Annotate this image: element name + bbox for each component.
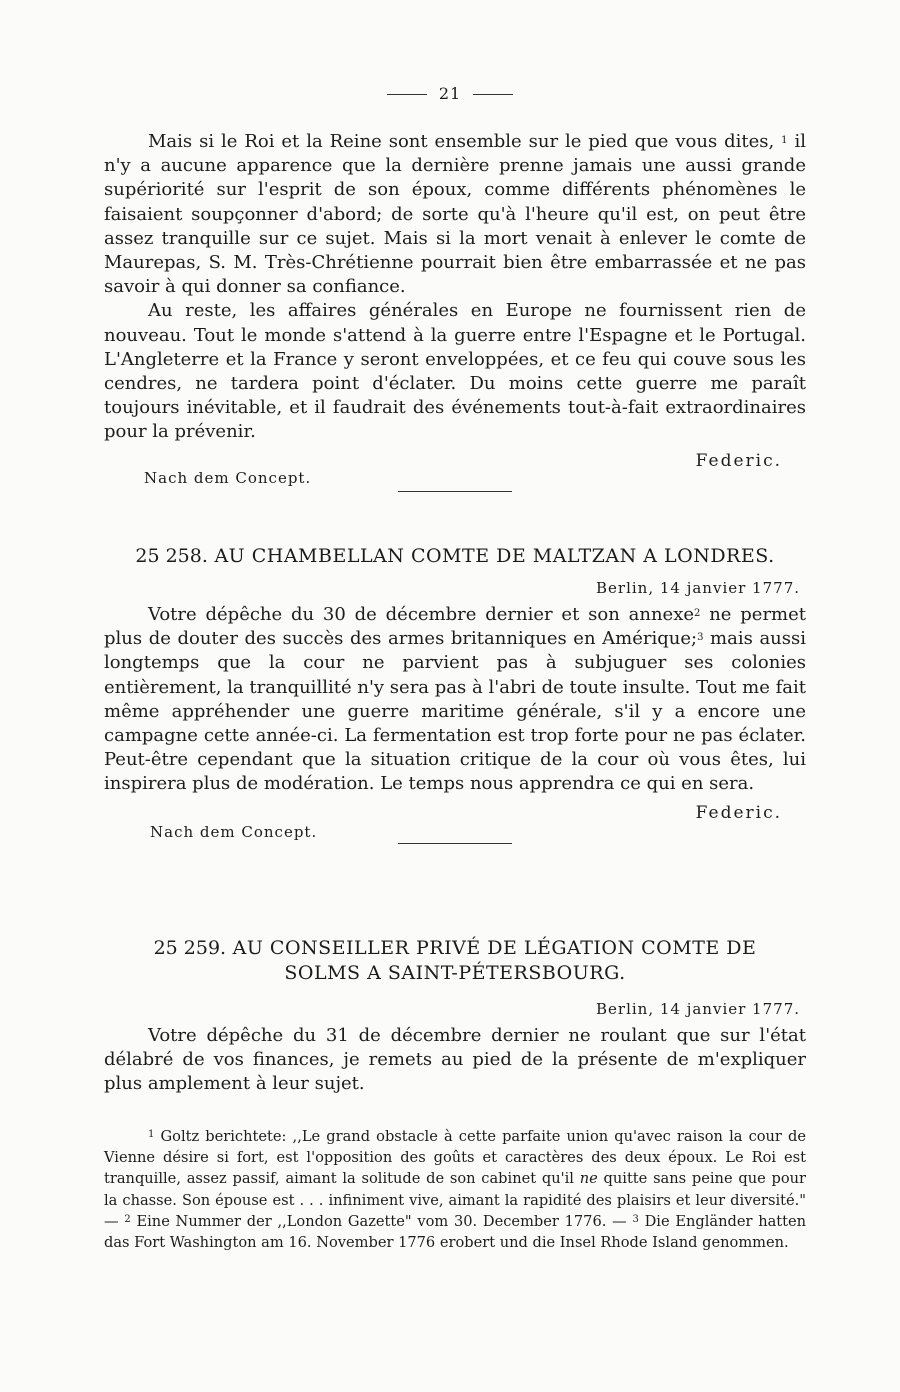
letter-heading: [104, 544, 806, 569]
footnote-mark: 3: [632, 1213, 639, 1225]
footnote-1: Goltz berichtete: ,,Le grand obstacle à cette parfaite union qu'avec raison la cour de Vienne désire si fort, est l'opposition des goûts et caractères des deux époux. Le Roi est tranquille, assez passif, aimant la solitude de son cabinet qu'il: [104, 1128, 807, 1188]
signature: Federic.: [695, 450, 782, 471]
footnotes: $^1$ Goltz berichtete: ,,Le grand obstacle à cette parfaite union qu'avec raison la cour de Vienne désire si fort, est l'opposition des goûts et caractères des deux époux. Le Roi est tranquille, assez passif, aimant la solitude de son cabinet qu'il ne quitte sans peine que pour la chasse. Son épouse est . . . infiniment vive, aimant la rapidité des plaisirs et leur diversité." — $^2$ Eine Nummer der ,,London Gazette" vom 30. December 1776. — $^3$ Die Engländer hatten das Fort Washington am 16. November 1776 erobert und die Insel Rhode Island genommen.: [104, 1128, 807, 1252]
footnote-2: Eine Nummer der ,,London Gazette" vom 30. December 1776. —: [136, 1212, 627, 1230]
paragraph: Au reste, les affaires générales en Europe ne fournissent rien de nouveau. Tout le monde s'attend à la guerre entre l'Espagne et le Portugal. L'Angleterre et la France y seront enveloppées, et ce feu qui couve sous les cendres, ne tardera point d'éclater. Du moins cette guerre me paraît toujours inévitable, et il faudrait des événements tout-à-fait extraordinaires pour la prévenir.: [104, 300, 806, 443]
letter-heading: [104, 936, 806, 961]
footnote-ref: 3: [697, 632, 704, 644]
signature: Federic.: [695, 802, 782, 823]
letter-date: Berlin, 14 janvier 1777.: [596, 579, 800, 597]
letter-title-line2: SOLMS A SAINT-PÉTERSBOURG.: [284, 962, 626, 984]
footnote-ref: 2: [694, 608, 701, 619]
page-header: [0, 84, 900, 103]
letter-25258: [104, 544, 806, 844]
separator-rule: [398, 843, 512, 844]
footnote-mark: 2: [124, 1213, 131, 1225]
paragraph: Votre dépêche du 31 de décembre dernier ne roulant que sur l'état délabré de vos finances, je remets au pied de la présente de m'expliquer plus amplement à leur sujet.: [104, 1025, 806, 1095]
letter-title: AU CHAMBELLAN COMTE DE MALTZAN A LONDRES.: [214, 545, 775, 567]
letter-date: Berlin, 14 janvier 1777.: [596, 1000, 800, 1018]
separator-rule: [398, 491, 512, 492]
letter-number: 25 258.: [135, 545, 208, 567]
source-note: Nach dem Concept.: [150, 822, 318, 841]
footnote-mark: 1: [148, 1129, 155, 1140]
letter-25259: [104, 936, 806, 1097]
letter-title: AU CONSEILLER PRIVÉ DE LÉGATION COMTE DE: [232, 937, 757, 959]
source-note: Nach dem Concept.: [144, 468, 312, 487]
page-number: 21: [438, 84, 462, 103]
footnote-ref: 1: [781, 135, 788, 146]
header-rule-left: [387, 94, 427, 95]
paragraph: Votre dépêche du 30 de décembre dernier et son annexe$^2$ ne permet plus de douter des succès des armes britanniques en Amérique;$^3$ mais aussi longtemps que la cour ne parvient pas à subjuguer ses colonies entièrement, la tranquillité n'y sera pas à l'abri de toute insulte. Tout me fait même appréhender une guerre maritime générale, s'il y a encore une campagne cette année-ci. La fermentation est trop forte pour ne pas éclater. Peut-être cependant que la situation critique de la cour où vous êtes, lui inspirera plus de modération. Le temps nous apprendra ce qui en sera.: [104, 604, 807, 795]
paragraph: Mais si le Roi et la Reine sont ensemble sur le pied que vous dites, $^1$ il n'y a aucune apparence que la dernière prenne jamais une aussi grande supériorité sur l'esprit de son époux, comme différents phénomènes le faisaient soupçonner d'abord; de sorte qu'à l'heure qu'il est, on peut être assez tranquille sur ce sujet. Mais si la mort venait à enlever le comte de Maurepas, S. M. Très-Chrétienne pourrait bien être embarrassée et ne pas savoir à qui donner sa confiance.: [104, 131, 806, 298]
header-rule-right: [473, 94, 513, 95]
letter-continuation: [104, 130, 806, 492]
footnote-3: Die Engländer hatten das Fort Washington am 16. November 1776 erobert und die Insel Rhode Island genommen.: [104, 1212, 807, 1252]
letter-number: 25 259.: [153, 937, 227, 959]
